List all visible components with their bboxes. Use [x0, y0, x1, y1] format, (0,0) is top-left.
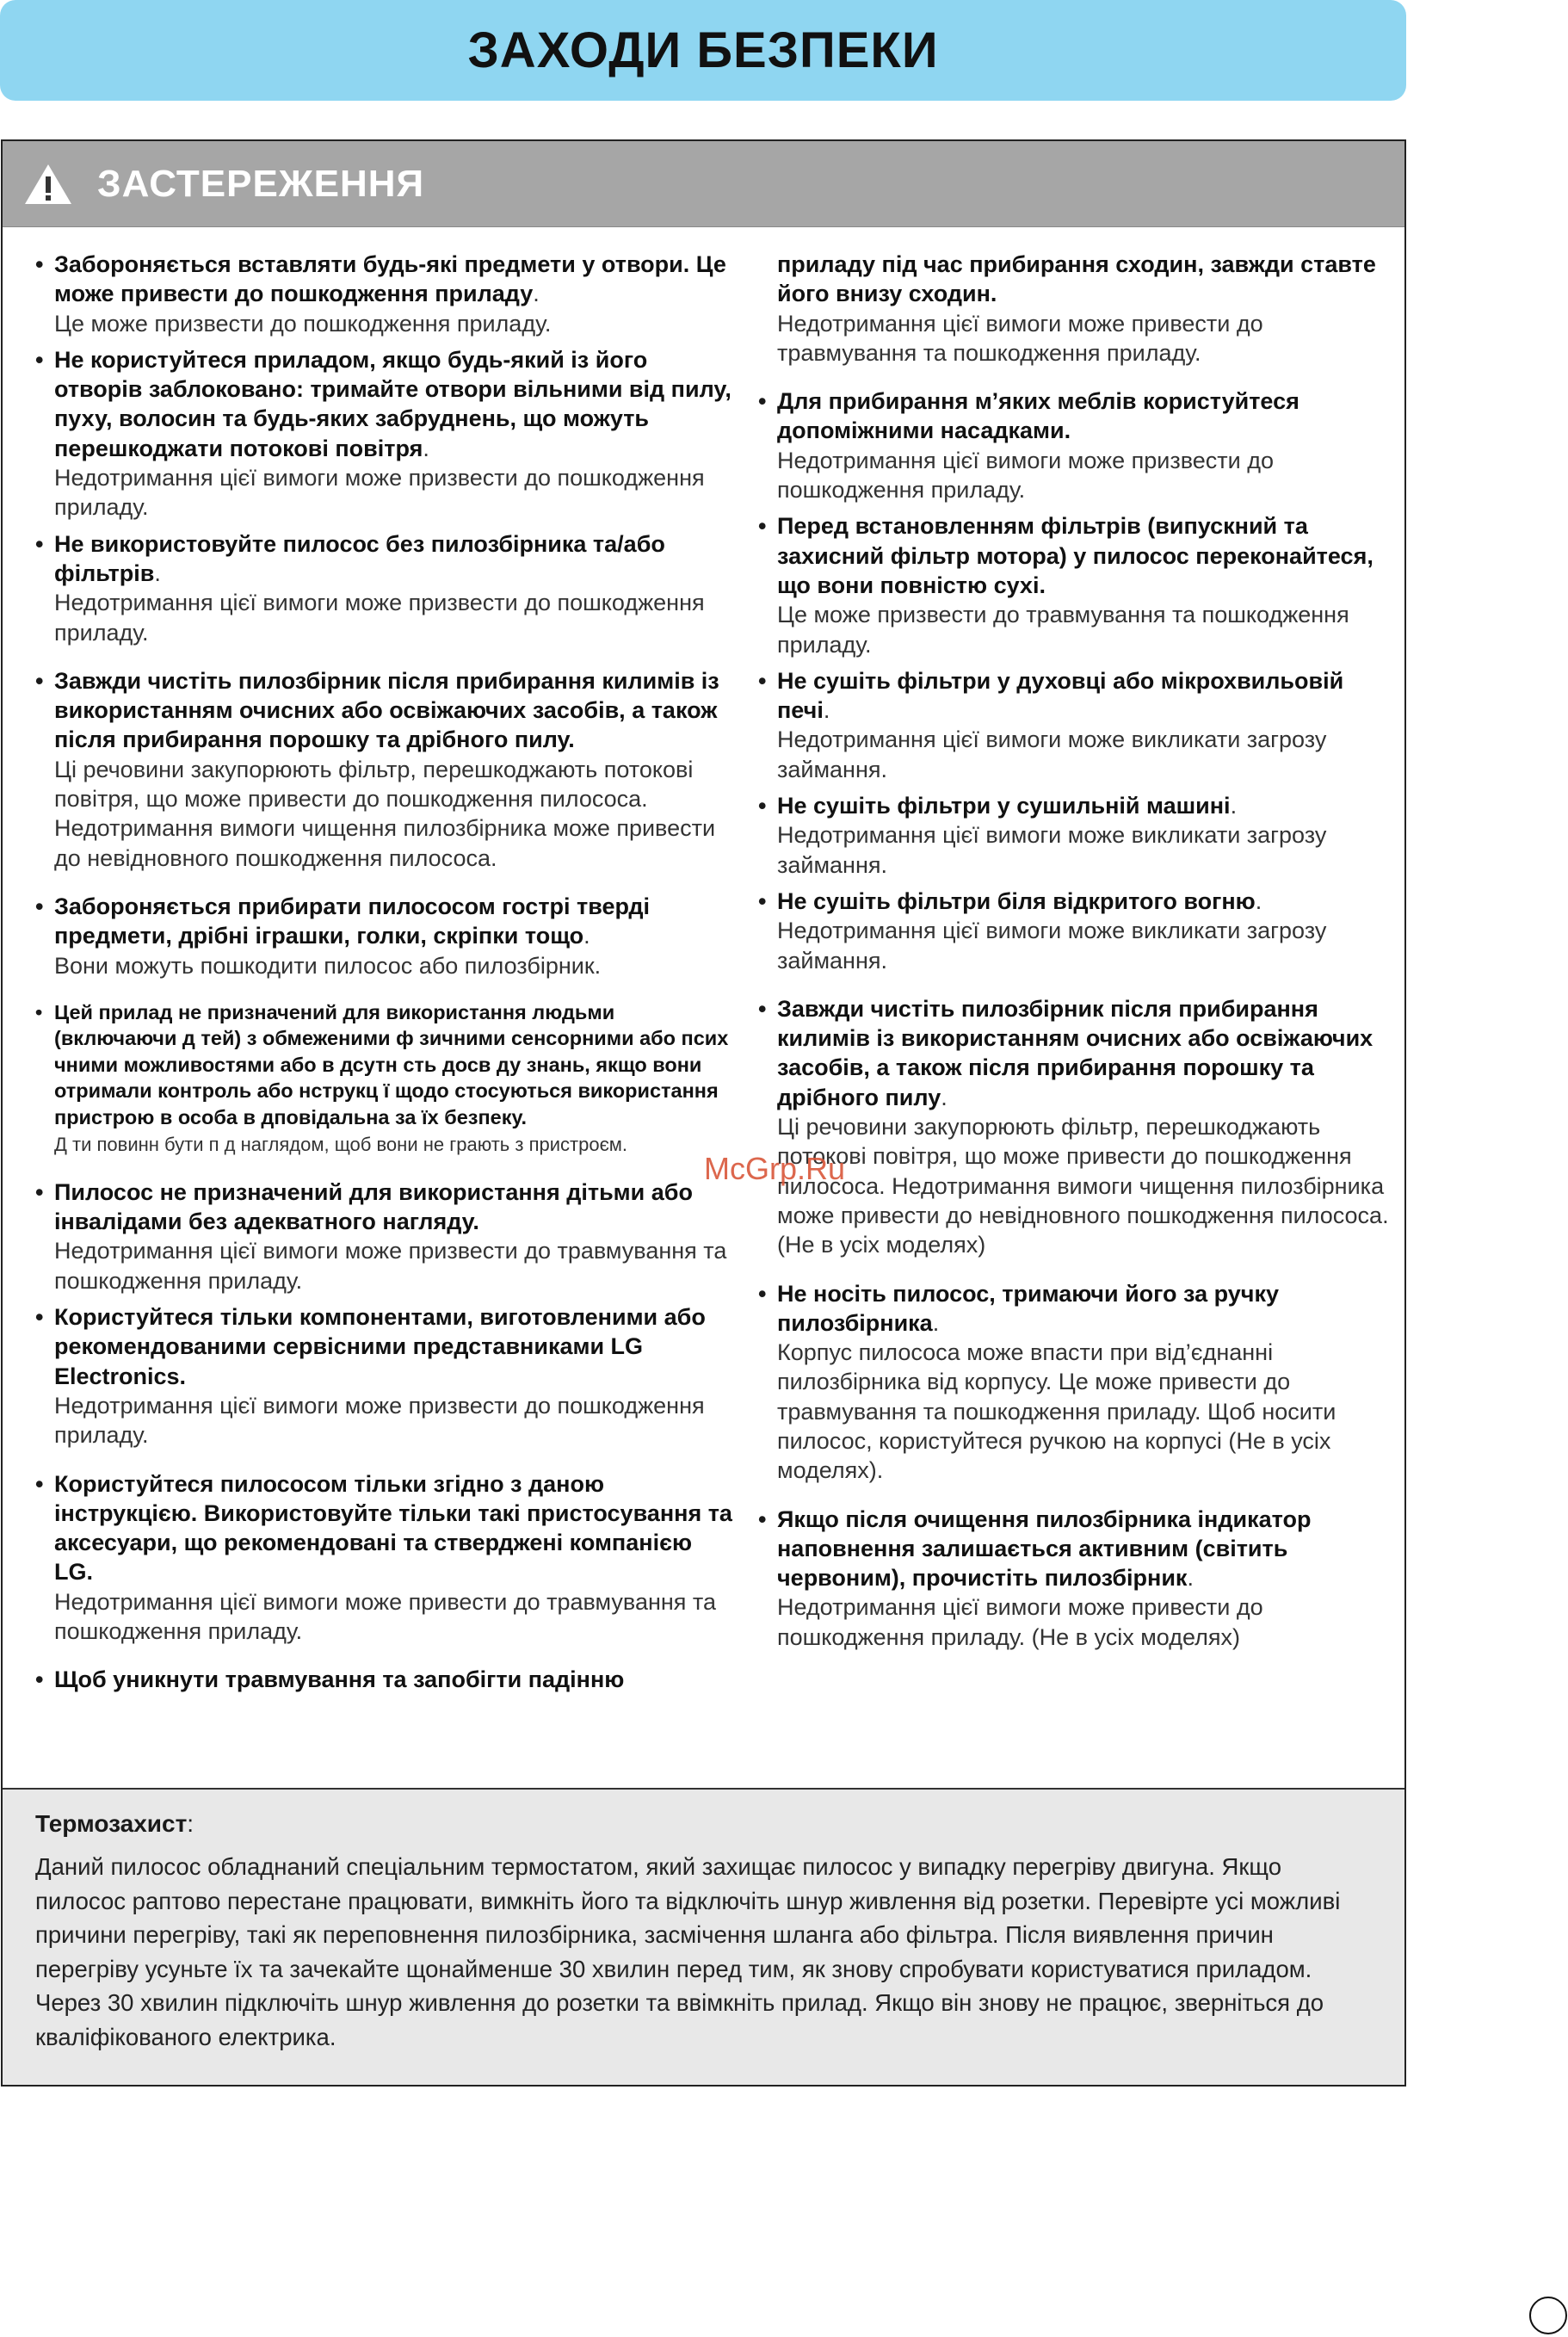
- warning-header-label: ЗАСТЕРЕЖЕННЯ: [97, 162, 425, 205]
- right-column: [758, 250, 1395, 1652]
- list-item: • Забороняється вставляти будь-які предмети у отвори. Це може привести до пошкодження приладу. Це може призвести до пошкодження приладу.: [35, 251, 726, 337]
- list-item: • Завжди чистіть пилозбірник після прибирання килимів із використанням очисних або освіжаючих засобів, а також після прибирання порошку та дрібного пилу. Ці речовини закупорюють фільтр, перешкоджають потокові повітря, що може привести до пошкодження пилососа. Недотримання вимоги чищення пилозбірника може привести до невідновного пошкодження пилососа.: [35, 667, 719, 871]
- page-number-circle: [1529, 2297, 1567, 2334]
- list-item: • Користуйтеся пилососом тільки згідно з даною інструкцією. Використовуйте тільки такі пристосування та аксесуари, що рекомендовані та стверджені компанією LG. Недотримання цієї вимоги може привести до травмування та пошкодження приладу.: [35, 1470, 732, 1644]
- list-item: • Користуйтеся тільки компонентами, виготовленими або рекомендованими сервісними представниками LG Electronics. Недотримання цієї вимоги може призвести до пошкодження приладу.: [35, 1304, 706, 1449]
- title-banner: [0, 0, 1406, 101]
- list-item-continuation: приладу під час прибирання сходин, завжди ставте його внизу сходин. Недотримання цієї вимоги може привести до травмування та пошкодження приладу.: [777, 251, 1376, 366]
- list-item: • Не використовуйте пилосос без пилозбірника та/або фільтрів. Недотримання цієї вимоги може призвести до пошкодження приладу.: [35, 530, 705, 646]
- list-item: • Не сушіть фільтри у сушильній машині. Недотримання цієї вимоги може викликати загрозу займання.: [758, 793, 1327, 878]
- left-column: [35, 250, 732, 1695]
- warning-header: [3, 141, 1404, 227]
- page-title: ЗАХОДИ БЕЗПЕКИ: [467, 22, 939, 78]
- list-item: • Цей прилад не призначений для використання людьми (включаючи д тей) з обмеженими ф зичними сенсорними або псих чними можливостями або в дсутн сть досв ду знань, якщо вони отримали контроль або нструкц ї щодо стосуються використання пристрою в особа в дповідальна за їх безпеку. Д ти повинн бути п д наглядом, щоб вони не грають з пристроєм.: [35, 1000, 729, 1156]
- warning-triangle-icon: [23, 163, 73, 206]
- list-item: • Якщо після очищення пилозбірника індикатор наповнення залишається активним (світить червоним), прочистіть пилозбірник. Недотримання цієї вимоги може привести до пошкодження приладу. (Не в усіх моделях): [758, 1505, 1312, 1650]
- list-item: • Пилосос не призначений для використання дітьми або інвалідами без адекватного нагляду. Недотримання цієї вимоги може призвести до травмування та пошкодження приладу.: [35, 1178, 727, 1294]
- thermal-protection-section: [3, 1788, 1404, 2085]
- warning-box: [1, 139, 1406, 2087]
- list-item: • Щоб уникнути травмування та запобігти падінню: [35, 1666, 625, 1693]
- list-item: • Для прибирання м’яких меблів користуйтеся допоміжними насадками. Недотримання цієї вимоги може призвести до пошкодження приладу.: [758, 388, 1299, 504]
- list-item: • Не сушіть фільтри у духовці або мікрохвильовій печі. Недотримання цієї вимоги може викликати загрозу займання.: [758, 667, 1344, 782]
- list-item: • Не користуйтеся приладом, якщо будь-який із його отворів заблоковано: тримайте отвори вільними від пилу, пуху, волосин та будь-яких забруднень, що можуть перешкоджати потокові повітря. Недотримання цієї вимоги може призвести до пошкодження приладу.: [35, 346, 732, 521]
- list-item: • Не носіть пилосос, тримаючи його за ручку пилозбірника. Корпус пилососа може впасти при від’єднанні пилозбірника від корпусу. Це може привести до травмування та пошкодження приладу. Щоб носити пилосос, користуйтеся ручкою на корпусі (Не в усіх моделях).: [758, 1280, 1337, 1484]
- list-item: • Не сушіть фільтри біля відкритого вогню. Недотримання цієї вимоги може викликати загрозу займання.: [758, 887, 1327, 974]
- list-item: • Забороняється прибирати пилососом гострі тверді предмети, дрібні іграшки, голки, скріпки тощо. Вони можуть пошкодити пилосос або пилозбірник.: [35, 893, 650, 979]
- thermal-protection-text: Даний пилосос обладнаний спеціальним термостатом, який захищає пилосос у випадку перегріву двигуна. Якщо пилосос раптово перестане працювати, вимкніть його та відключіть шнур живлення від розетки. Перевірте усі можливі причини перегріву, такі як переповнення пилозбірника, засмічення шланга або фільтра. Після виявлення причин перегріву усуньте їх та зачекайте щонайменше 30 хвилин перед тим, як знову спробувати користуватися приладом. Через 30 хвилин підключіть шнур живлення до розетки та ввімкніть прилад. Якщо він знову не працює, зверніться до кваліфікованого електрика.: [35, 1853, 1341, 2050]
- thermal-protection-title: Термозахист:: [35, 1810, 194, 1837]
- watermark: McGrp.Ru: [704, 1151, 846, 1186]
- list-item: • Перед встановленням фільтрів (випускний та захисний фільтр мотора) у пилосос переконайтеся, що вони повністю сухі. Це може призвести до травмування та пошкодження приладу.: [758, 513, 1374, 658]
- list-item: • Завжди чистіть пилозбірник після прибирання килимів із використанням очисних або освіжаючих засобів, а також після прибирання порошку та дрібного пилу. Ці речовини закупорюють фільтр, перешкоджають потокові повітря, що може привести до пошкодження пилососа. Недотримання вимоги чищення пилозбірника може привести до невідновного пошкодження пилососа. (Не в усіх моделях): [758, 995, 1389, 1258]
